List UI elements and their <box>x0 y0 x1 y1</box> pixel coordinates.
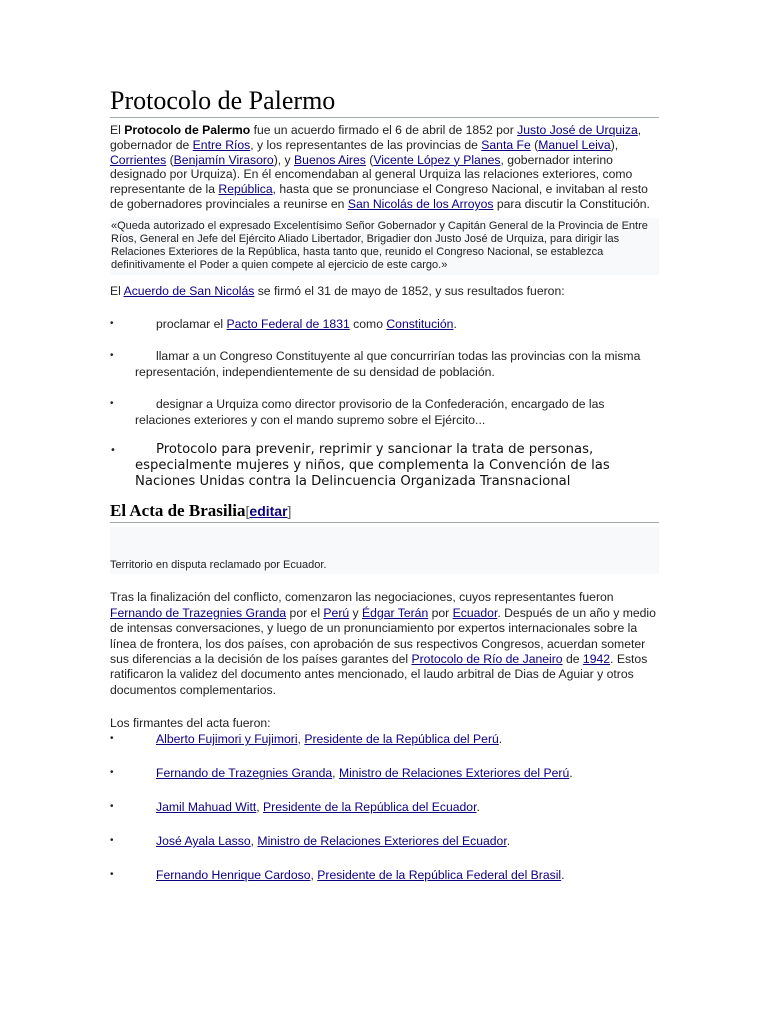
list-item-text: Protocolo para prevenir, reprimir y sancionar la trata de personas, especialmente mujeres y niños, que complementa la Convención de las Naciones Unidas contra la Delincuencia Organizada Transnacional <box>135 442 610 490</box>
list-item <box>110 833 659 849</box>
signatory-name-link[interactable]: Alberto Fujimori y Fujimori <box>156 732 298 747</box>
text-run: El <box>110 123 125 137</box>
text-run: de <box>562 652 583 667</box>
text-run: El <box>110 283 124 298</box>
bullet-icon: • <box>110 835 114 847</box>
link-urquiza[interactable]: Justo José de Urquiza <box>517 123 638 137</box>
signatory-role-link[interactable]: Ministro de Relaciones Exteriores del Perú <box>338 766 570 781</box>
link-fernando-de-trazegnies[interactable]: Fernando de Trazegnies Granda <box>110 605 287 620</box>
text-run: . <box>498 732 503 747</box>
text-run: y <box>349 605 363 620</box>
text-run: , <box>250 834 258 849</box>
link-acuerdo-san-nicolas[interactable]: Acuerdo de San Nicolás <box>123 283 255 298</box>
text-run: . <box>453 317 457 332</box>
text-run: ( <box>365 152 374 167</box>
link-ecuador[interactable]: Ecuador <box>452 605 498 620</box>
link-manuel-leiva[interactable]: Manuel Leiva <box>538 137 611 152</box>
text-run: por <box>428 605 453 620</box>
signatory-role-link[interactable]: Presidente de la República Federal del Brasil <box>317 868 562 883</box>
signatory-role-link[interactable]: Ministro de Relaciones Exteriores del Ecuador <box>257 834 507 849</box>
text-run: por el <box>286 605 324 620</box>
signatory-name-link[interactable]: Fernando Henrique Cardoso <box>156 868 311 883</box>
bullet-icon: • <box>110 869 114 881</box>
link-entre-rios[interactable]: Entre Ríos <box>192 137 251 152</box>
bullet-icon: • <box>110 350 114 362</box>
link-vicente-lopez-y-planes[interactable]: Vicente López y Planes <box>373 152 501 167</box>
list-item <box>110 316 659 332</box>
intro-paragraph <box>110 123 659 212</box>
bullet-icon: • <box>110 733 114 745</box>
link-edgar-teran[interactable]: Édgar Terán <box>362 605 429 620</box>
link-constitucion[interactable]: Constitución <box>386 317 454 332</box>
signatory-name-link[interactable]: José Ayala Lasso <box>156 834 251 849</box>
signatories-list <box>110 731 659 883</box>
list-item <box>110 731 659 747</box>
list-item <box>110 765 659 781</box>
text-run: . <box>476 800 480 815</box>
text-run: ( <box>166 152 174 167</box>
section-heading-text: El Acta de Brasilia <box>110 501 246 521</box>
edit-section <box>246 503 292 519</box>
link-protocolo-rio-de-janeiro[interactable]: Protocolo de Río de Janeiro <box>411 652 563 667</box>
text-run: para discutir la Constitución. <box>493 196 650 211</box>
text-run: , hasta que se pronunciase el Congreso Nacional, e invitaban al resto de gobernadores provinciales a reunirse en <box>110 182 648 211</box>
text-run: . <box>561 868 565 883</box>
text-run: . Después de un año y medio de intensas conversaciones, y luego de un pronunciamiento por expertos internacionales sobre la línea de frontera, los dos países, con aprobación de sus respectivos Congresos, acuerdan someter sus diferencias a la decisión de los países garantes del <box>110 605 656 667</box>
text-run: ), y <box>273 152 295 167</box>
tras-paragraph <box>110 590 659 698</box>
text-run: fue un acuerdo firmado el 6 de abril de 1852 por <box>250 123 518 137</box>
results-list <box>110 316 659 490</box>
text-run: Tras la finalización del conflicto, comenzaron las negociaciones, cuyos representantes fueron <box>110 590 614 605</box>
text-run: proclamar el <box>156 317 227 332</box>
list-item-text: designar a Urquiza como director provisorio de la Confederación, encargado de las relaciones exteriores y con el mando supremo sobre el Ejército... <box>135 397 605 428</box>
signatory-name-link[interactable]: Jamil Mahuad Witt <box>156 800 257 815</box>
text-run: , <box>297 732 305 747</box>
list-item <box>110 442 659 490</box>
text-run: , <box>332 766 339 781</box>
link-peru[interactable]: Perú <box>323 605 350 620</box>
bullet-icon: • <box>110 801 114 813</box>
link-corrientes[interactable]: Corrientes <box>110 152 167 167</box>
text-run: , gobernador interino designado por Urquiza). En él encomendaban al general Urquiza las relaciones exteriores, como representante de la <box>110 152 633 197</box>
link-republica[interactable]: República <box>218 182 273 197</box>
bold-term: Protocolo de Palermo <box>124 123 251 137</box>
link-buenos-aires[interactable]: Buenos Aires <box>294 152 366 167</box>
text-run: se firmó el 31 de mayo de 1852, y sus resultados fueron: <box>254 283 565 298</box>
link-benjamin-virasoro[interactable]: Benjamín Virasoro <box>173 152 274 167</box>
list-item-text: llamar a un Congreso Constituyente al que concurrirían todas las provincias con la misma representación, independientemente de su densidad de población. <box>135 349 641 380</box>
text-run: . <box>506 834 511 849</box>
bullet-icon: • <box>110 445 116 457</box>
edit-bracket: [ <box>245 503 250 520</box>
link-1942[interactable]: 1942 <box>582 652 611 667</box>
signatory-role-link[interactable]: Presidente de la República del Ecuador <box>263 800 477 815</box>
acuerdo-paragraph <box>110 284 659 299</box>
text-run: ( <box>530 137 539 152</box>
article-content <box>110 84 659 883</box>
link-pacto-federal-1831[interactable]: Pacto Federal de 1831 <box>226 317 350 332</box>
text-run: . <box>569 766 573 781</box>
bullet-icon: • <box>110 318 114 330</box>
text-run: como <box>349 317 387 332</box>
signatory-role-link[interactable]: Presidente de la República del Perú <box>304 732 499 747</box>
text-run: , y los representantes de las provincias de <box>250 137 482 152</box>
bullet-icon: • <box>110 767 114 779</box>
list-item <box>110 867 659 883</box>
figure-box <box>110 527 659 574</box>
list-item <box>110 396 659 428</box>
link-santa-fe[interactable]: Santa Fe <box>481 137 531 152</box>
link-san-nicolas-de-los-arroyos[interactable]: San Nicolás de los Arroyos <box>347 196 494 211</box>
list-item <box>110 799 659 815</box>
text-run: ), <box>610 137 619 152</box>
section-heading <box>110 501 659 523</box>
text-run: . Estos ratificaron la validez del documento antes mencionado, el laudo arbitral de Dias de Aguiar y otros documentos complementarios. <box>110 652 648 697</box>
signatory-name-link[interactable]: Fernando de Trazegnies Granda <box>156 766 333 781</box>
text-run: , <box>310 868 318 883</box>
figure-caption: Territorio en disputa reclamado por Ecuador. <box>110 559 327 572</box>
list-item <box>110 348 659 380</box>
page-title: Protocolo de Palermo <box>110 84 659 118</box>
firmantes-intro: Los firmantes del acta fueron: <box>110 716 271 731</box>
text-run: , gobernador de <box>110 123 642 152</box>
bullet-icon: • <box>110 398 114 410</box>
blockquote: «Queda autorizado el expresado Excelentísimo Señor Gobernador y Capitán General de la Provincia de Entre Ríos, General en Jefe del Ejército Aliado Libertador, Brigadier don Justo José de Urquiza, para dirigir las Relaciones Exteriores de la República, hasta tanto que, reunido el Congreso Nacional, se establezca definitivamente el Poder a quien compete al ejercicio de este cargo.» <box>110 218 659 275</box>
text-run: , <box>256 800 264 815</box>
edit-link[interactable]: editar <box>249 503 288 520</box>
edit-bracket: ] <box>287 503 292 520</box>
